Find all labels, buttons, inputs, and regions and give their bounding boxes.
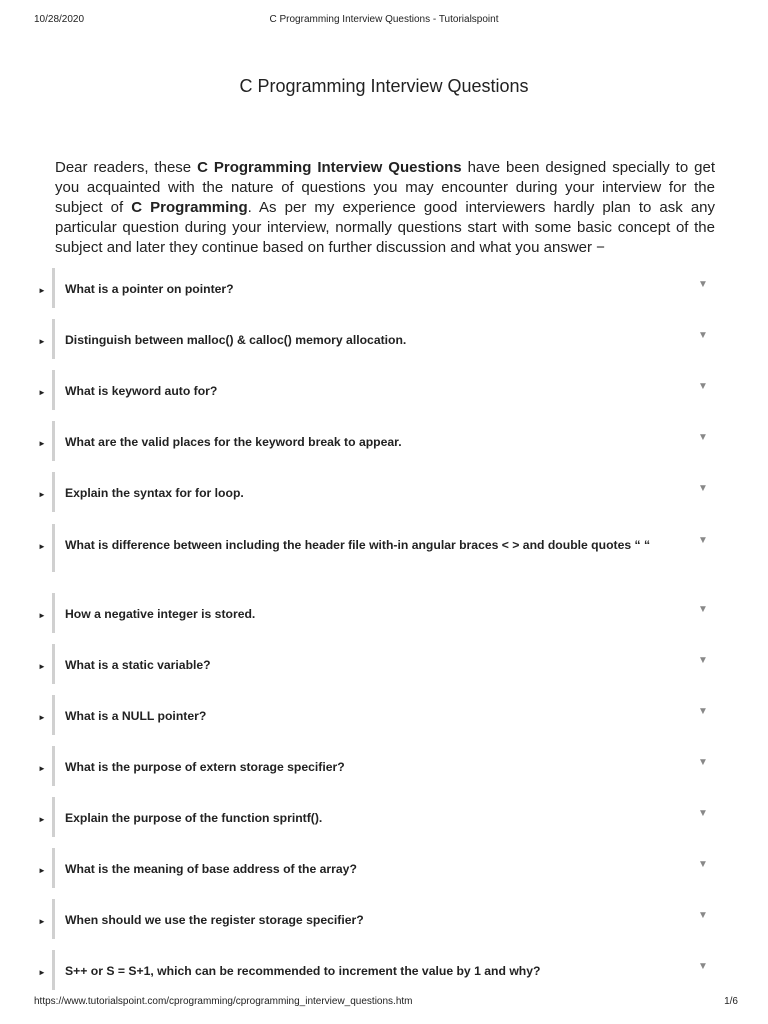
question-item[interactable] — [0, 421, 768, 461]
item-left-border — [52, 319, 55, 359]
caret-down-icon[interactable]: ▼ — [698, 808, 708, 819]
bullet-icon: ► — [38, 917, 46, 926]
question-text: S++ or S = S+1, which can be recommended to increment the value by 1 and why? — [65, 964, 541, 978]
print-header — [34, 14, 734, 30]
question-text: What is a pointer on pointer? — [65, 282, 234, 296]
bullet-icon: ► — [38, 662, 46, 671]
question-item[interactable] — [0, 695, 768, 735]
caret-down-icon[interactable]: ▼ — [698, 961, 708, 972]
question-text: What is a NULL pointer? — [65, 709, 207, 723]
item-left-border — [52, 472, 55, 512]
question-text: Distinguish between malloc() & calloc() memory allocation. — [65, 333, 407, 347]
item-left-border — [52, 370, 55, 410]
question-item[interactable] — [0, 319, 768, 359]
question-item[interactable] — [0, 848, 768, 888]
question-item[interactable] — [0, 472, 768, 512]
bullet-icon: ► — [38, 968, 46, 977]
caret-down-icon[interactable]: ▼ — [698, 330, 708, 341]
item-left-border — [52, 593, 55, 633]
question-text: What is keyword auto for? — [65, 384, 218, 398]
item-left-border — [52, 746, 55, 786]
question-item[interactable] — [0, 899, 768, 939]
question-item[interactable] — [0, 950, 768, 990]
question-item[interactable] — [0, 644, 768, 684]
bullet-icon: ► — [38, 286, 46, 295]
caret-down-icon[interactable]: ▼ — [698, 655, 708, 666]
item-left-border — [52, 797, 55, 837]
print-title: C Programming Interview Questions - Tutorialspoint — [269, 14, 499, 25]
question-text: How a negative integer is stored. — [65, 607, 256, 621]
caret-down-icon[interactable]: ▼ — [698, 535, 708, 546]
item-left-border — [52, 644, 55, 684]
intro-text-3: . As per my experience good interviewers hardly plan to ask any particular question during your interview, normally questions start with some basic concept of the subject and later they continue based on further discussion and what you answer − — [55, 199, 716, 256]
bullet-icon: ► — [38, 542, 46, 551]
question-item[interactable] — [0, 268, 768, 308]
item-left-border — [52, 899, 55, 939]
item-left-border — [52, 695, 55, 735]
intro-text-2: have been designed specially to get you acquainted with the nature of questions you may encounter during your interview for the subject of — [55, 159, 715, 216]
page-url: https://www.tutorialspoint.com/cprogramming/cprogramming_interview_questions.htm — [34, 996, 413, 1007]
bullet-icon: ► — [38, 815, 46, 824]
bullet-icon: ► — [38, 388, 46, 397]
print-date: 10/28/2020 — [34, 14, 85, 25]
caret-down-icon[interactable]: ▼ — [698, 859, 708, 870]
question-text: What are the valid places for the keyword break to appear. — [65, 435, 402, 449]
bullet-icon: ► — [38, 439, 46, 448]
caret-down-icon[interactable]: ▼ — [698, 910, 708, 921]
bullet-icon: ► — [38, 611, 46, 620]
bullet-icon: ► — [38, 713, 46, 722]
caret-down-icon[interactable]: ▼ — [698, 757, 708, 768]
question-text: What is difference between including the header file with-in angular braces < > and double quotes “ “ — [65, 538, 651, 552]
item-left-border — [52, 848, 55, 888]
item-left-border — [52, 950, 55, 990]
caret-down-icon[interactable]: ▼ — [698, 381, 708, 392]
question-text: Explain the syntax for for loop. — [65, 486, 244, 500]
question-item[interactable] — [0, 593, 768, 633]
item-left-border — [52, 268, 55, 308]
question-item[interactable] — [0, 746, 768, 786]
page-title: C Programming Interview Questions — [239, 76, 529, 96]
intro-bold-2: C Programming — [131, 199, 248, 216]
caret-down-icon[interactable]: ▼ — [698, 279, 708, 290]
intro-text-1: Dear readers, these — [55, 159, 198, 176]
question-text: Explain the purpose of the function sprintf(). — [65, 811, 323, 825]
question-text: When should we use the register storage specifier? — [65, 913, 364, 927]
caret-down-icon[interactable]: ▼ — [698, 483, 708, 494]
bullet-icon: ► — [38, 866, 46, 875]
item-left-border — [52, 524, 55, 572]
intro-bold-1: C Programming Interview Questions — [197, 159, 462, 176]
question-item[interactable] — [0, 370, 768, 410]
bullet-icon: ► — [38, 764, 46, 773]
question-item[interactable] — [0, 524, 768, 572]
print-footer — [34, 996, 738, 1012]
bullet-icon: ► — [38, 490, 46, 499]
intro-paragraph — [55, 158, 715, 258]
bullet-icon: ► — [38, 337, 46, 346]
page-number: 1/6 — [724, 996, 738, 1007]
caret-down-icon[interactable]: ▼ — [698, 706, 708, 717]
caret-down-icon[interactable]: ▼ — [698, 432, 708, 443]
caret-down-icon[interactable]: ▼ — [698, 604, 708, 615]
item-left-border — [52, 421, 55, 461]
question-item[interactable] — [0, 797, 768, 837]
question-text: What is the meaning of base address of the array? — [65, 862, 357, 876]
question-text: What is the purpose of extern storage specifier? — [65, 760, 345, 774]
question-text: What is a static variable? — [65, 658, 211, 672]
